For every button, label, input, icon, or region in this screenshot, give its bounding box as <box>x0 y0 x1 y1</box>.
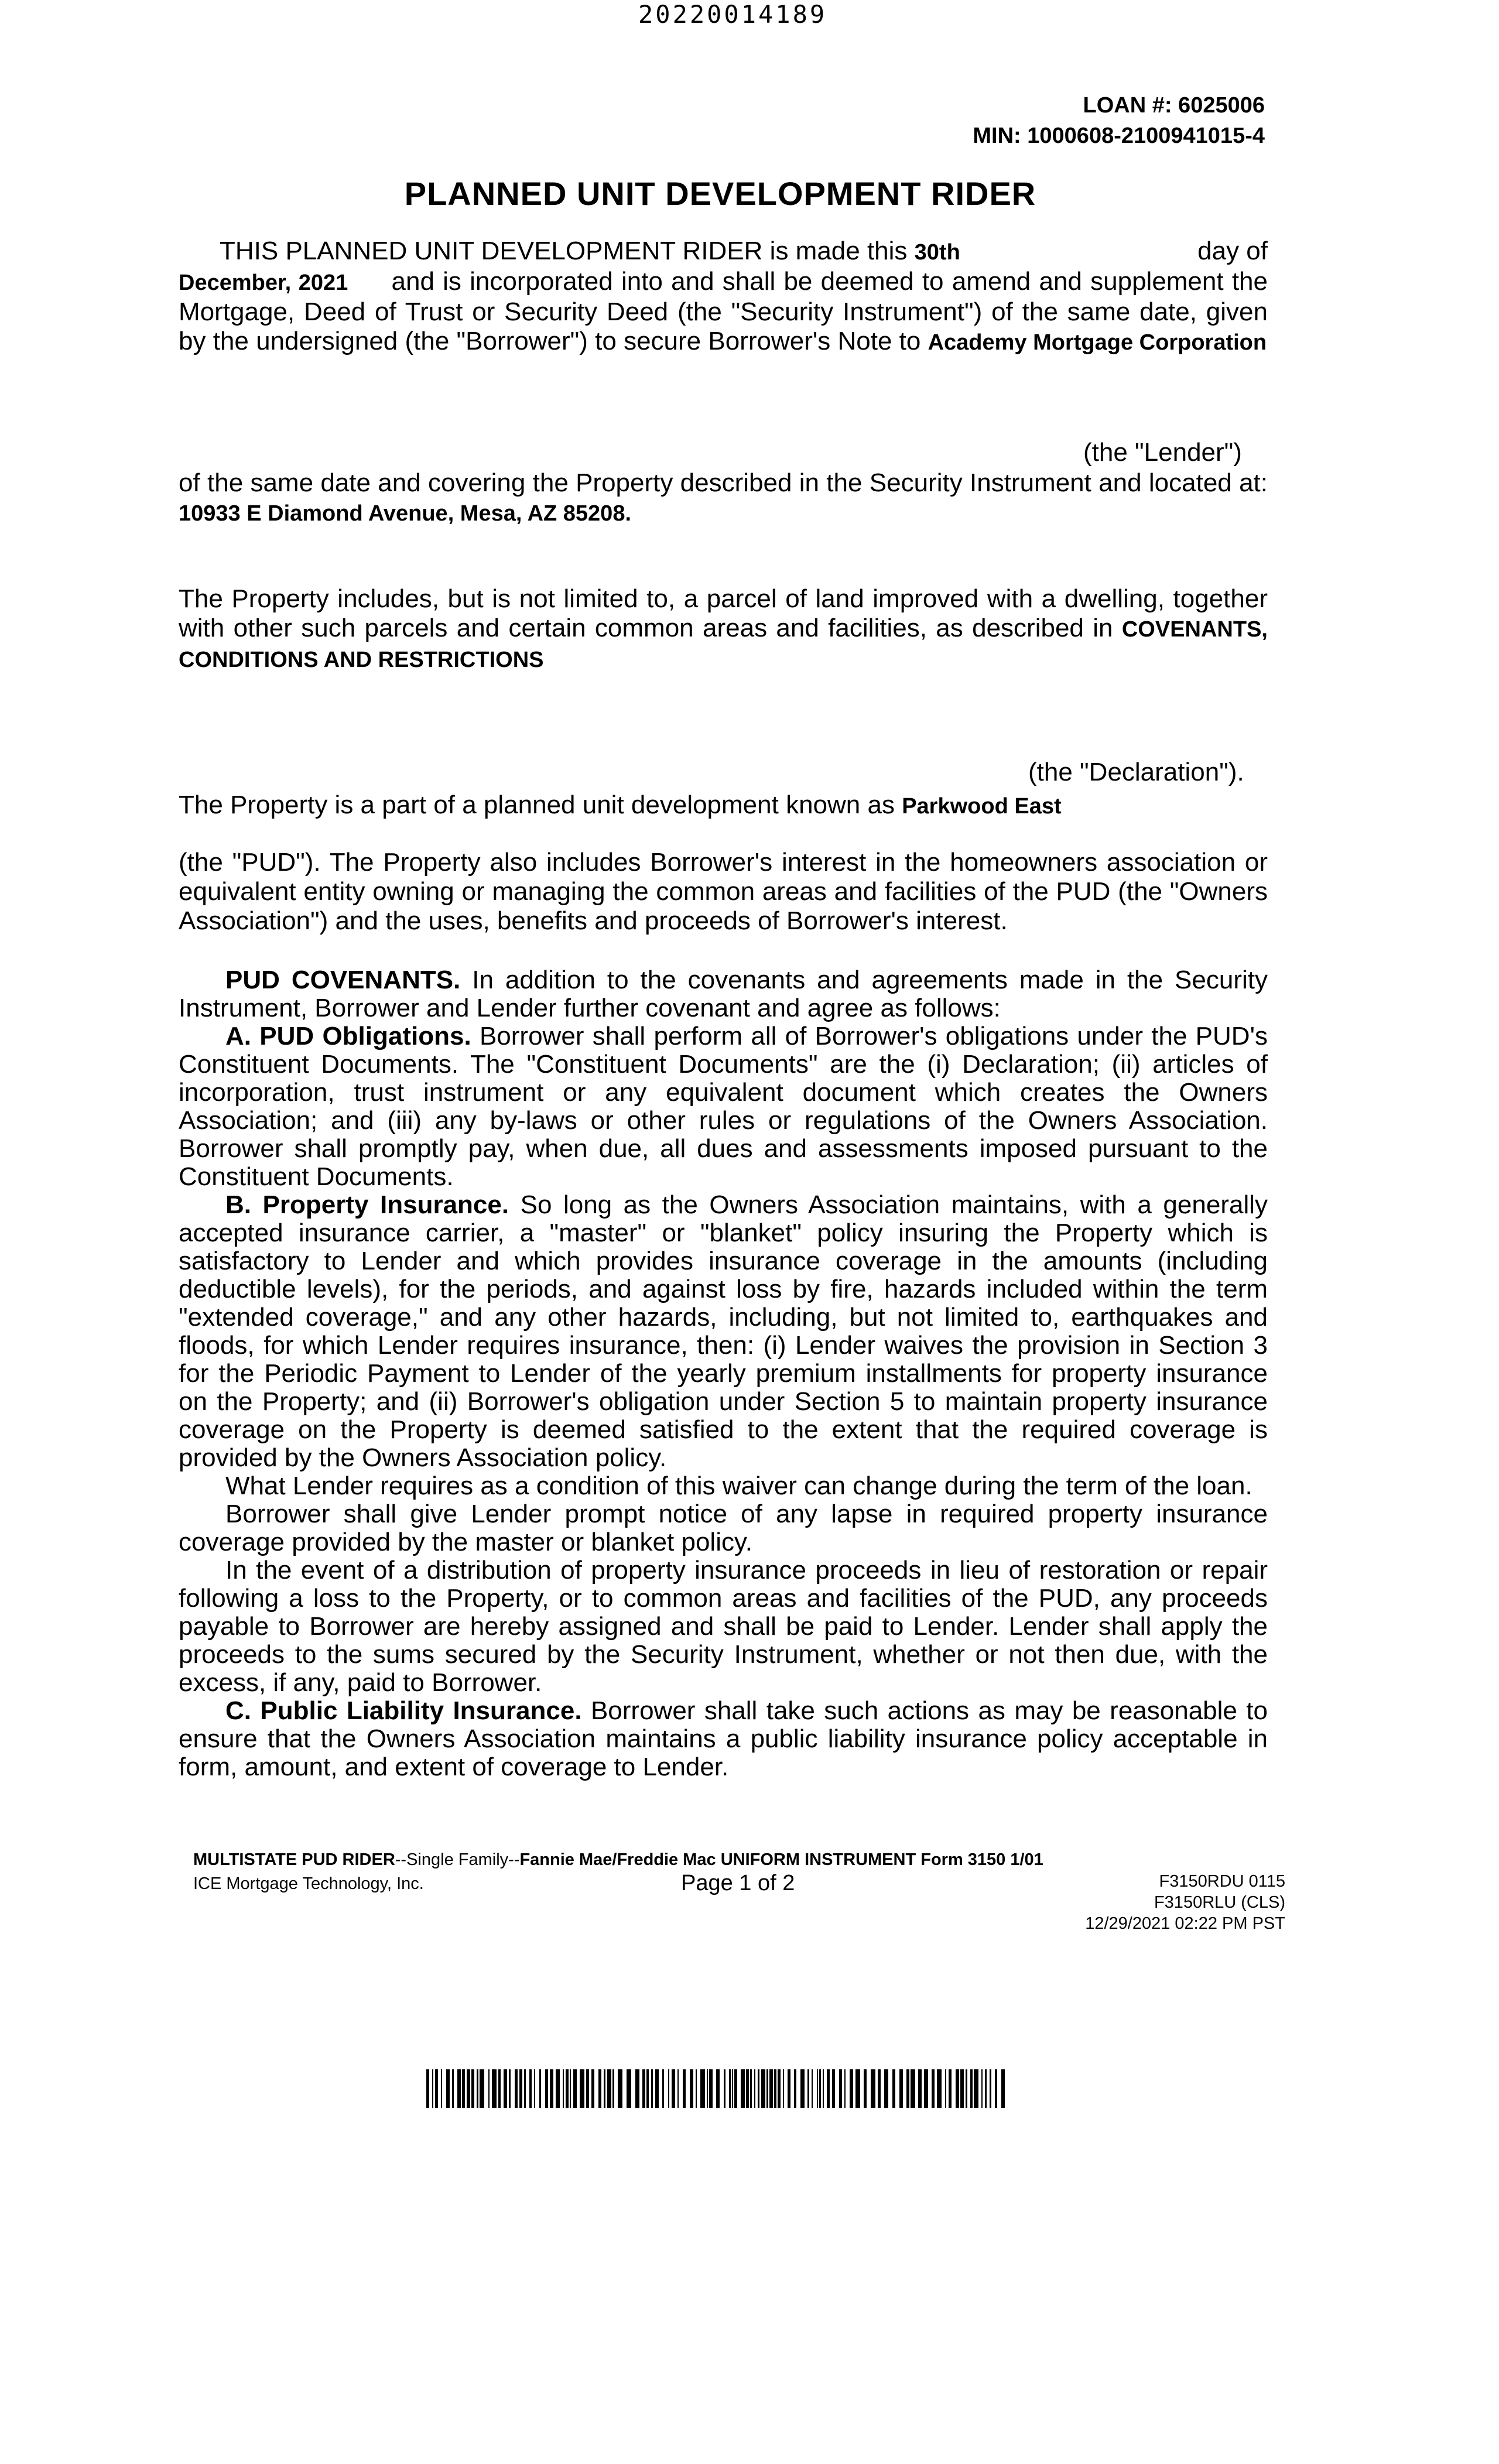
barcode-bar <box>509 2069 511 2108</box>
barcode-bar <box>769 2069 773 2108</box>
location-paragraph: of the same date and covering the Property described in the Security Instrument and located at: 10933 E Diamond Avenue, Mesa, AZ 85208. <box>179 468 1268 526</box>
barcode-bar <box>819 2069 821 2108</box>
barcode-bar <box>604 2069 605 2108</box>
barcode-bar <box>734 2069 737 2108</box>
barcode-bar <box>774 2069 776 2108</box>
barcode-bar <box>878 2069 881 2108</box>
barcode-bar <box>966 2069 967 2108</box>
barcode-bar <box>677 2069 679 2108</box>
print-timestamp: 12/29/2021 02:22 PM PST <box>1085 1914 1285 1933</box>
barcode-bar <box>529 2069 532 2108</box>
barcode-bar <box>586 2069 589 2108</box>
barcode-bar <box>471 2069 474 2108</box>
barcode-bar <box>758 2069 759 2108</box>
barcode-bar <box>556 2069 560 2108</box>
covenant-a: A. PUD Obligations. Borrower shall perform all of Borrower's obligations under the PUD's Constituent Documents. The "Constituent Documents" are the (i) Declaration; (ii) articles of incorporation, trust instrument or any equivalent document which creates the Owners Association; and (iii) any by-laws or other rules or regulations of the Owners Association. Borrower shall promptly pay, when due, all dues and assessments imposed pursuant to the Constituent Documents. <box>179 1022 1268 1191</box>
barcode-bar <box>627 2069 631 2108</box>
barcode-bar <box>839 2069 842 2108</box>
barcode-bar <box>524 2069 526 2108</box>
barcode-bar <box>700 2069 705 2108</box>
barcode-bar <box>892 2069 895 2108</box>
barcode-bar <box>741 2069 745 2108</box>
page-title: PLANNED UNIT DEVELOPMENT RIDER <box>404 175 1036 212</box>
barcode-bar <box>492 2069 497 2108</box>
covenants-section: PUD COVENANTS. In addition to the covenants and agreements made in the Security Instrument, Borrower and Lender further covenant and agree as follows: A. PUD Obligations. Borrower shall perform all of Borrower's obligations under the PUD's Constituent Documents. The "Constituent Documents" are the (i) Declaration; (ii) articles of incorporation, trust instrument or any equivalent document which creates the Owners Association; and (iii) any by-laws or other rules or regulations of the Owners Association. Borrower shall promptly pay, when due, all dues and assessments imposed pursuant to the Constituent Documents. B. Property Insurance. So long as the Owners Association maintains, with a generally accepted insurance carrier, a "master" or "blanket" policy insuring the Property which is satisfactory to Lender and which provides insurance coverage in the amounts (including deductible levels), for the periods, and against loss by fire, hazards included within the term "extended coverage," and any other hazards, including, but not limited to, earthquakes and floods, for which Lender requires insurance, then: (i) Lender waives the provision in Section 3 for the Periodic Payment to Lender of the yearly premium installments for property insurance on the Property; and (ii) Borrower's obligation under Section 5 to maintain property insurance coverage on the Property is deemed satisfied to the extent that the required coverage is provided by the Owners Association policy. What Lender requires as a condition of this waiver can change during the term of the loan. Borrower shall give Lender prompt notice of any lapse in required property insurance coverage provided by the master or blanket policy. In the event of a distribution of property insurance proceeds in lieu of restoration or repair following a loss to the Property, or to common areas and facilities of the PUD, any proceeds payable to Borrower are hereby assigned and shall be paid to Lender. Lender shall apply the proceeds to the sums secured by the Security Instrument, whether or not then due, with the excess, if any, paid to Borrower. C. Public Liability Insurance. Borrower shall take such actions as may be reasonable to ensure that the Owners Association maintains a public liability insurance policy acceptable in form, amount, and extent of coverage to Lender. <box>179 966 1268 1781</box>
barcode-bar <box>918 2069 922 2108</box>
barcode-bar <box>462 2069 465 2108</box>
pud-name: Parkwood East <box>902 794 1062 819</box>
barcode-bar <box>477 2069 478 2108</box>
barcode-bar <box>709 2069 713 2108</box>
barcode-bar <box>746 2069 749 2108</box>
barcode-bar <box>480 2069 484 2108</box>
barcode-bar <box>766 2069 768 2108</box>
barcode-bar <box>827 2069 830 2108</box>
barcode-bar <box>823 2069 824 2108</box>
barcode-bar <box>534 2069 535 2108</box>
barcode-bar <box>467 2069 470 2108</box>
barcode-bar <box>683 2069 686 2108</box>
barcode-bar <box>729 2069 731 2108</box>
barcode-bar <box>1001 2069 1005 2108</box>
barcode-bar <box>642 2069 645 2108</box>
date-field: December, 2021 <box>179 271 348 295</box>
barcode-bar <box>906 2069 909 2108</box>
barcode-bar <box>457 2069 461 2108</box>
barcode-bar <box>970 2069 973 2108</box>
barcode-bar <box>812 2069 813 2108</box>
barcode-bar <box>446 2069 450 2108</box>
pud-name-line: The Property is a part of a planned unit development known as Parkwood East <box>179 790 1062 819</box>
barcode-bar <box>618 2069 622 2108</box>
barcode-bar <box>754 2069 755 2108</box>
barcode-bar <box>732 2069 733 2108</box>
form-identifier: MULTISTATE PUD RIDER--Single Family--Fannie Mae/Freddie Mac UNIFORM INSTRUMENT Form 3150 1/01 <box>193 1850 1043 1869</box>
barcode-bar <box>580 2069 584 2108</box>
barcode-bar <box>690 2069 693 2108</box>
min-number: MIN: 1000608-2100941015-4 <box>973 124 1265 148</box>
vendor-name: ICE Mortgage Technology, Inc. <box>193 1874 424 1893</box>
barcode-bar <box>504 2069 507 2108</box>
barcode-bar <box>563 2069 564 2108</box>
barcode-bar <box>855 2069 860 2108</box>
barcode-bar <box>598 2069 601 2108</box>
barcode-bar <box>612 2069 614 2108</box>
document-number: 20220014189 <box>638 0 827 29</box>
barcode-image <box>426 2069 1012 2108</box>
property-address: 10933 E Diamond Avenue, Mesa, AZ 85208. <box>179 501 632 526</box>
barcode-bar <box>591 2069 594 2108</box>
pud-definition-paragraph: (the "PUD"). The Property also includes Borrower's interest in the homeowners association or equivalent entity owning or managing the common areas and facilities of the PUD (the "Owners Association") and the uses, benefits and proceeds of Borrower's interest. <box>179 848 1268 935</box>
barcode-bar <box>696 2069 697 2108</box>
barcode-bar <box>985 2069 987 2108</box>
barcode-bar <box>911 2069 915 2108</box>
lender-label: (the "Lender") <box>1083 438 1242 467</box>
barcode-bar <box>794 2069 796 2108</box>
loan-number: LOAN #: 6025006 <box>1083 93 1265 118</box>
barcode-bar <box>850 2069 853 2108</box>
covenants-heading: PUD COVENANTS. <box>225 966 461 994</box>
barcode-bar <box>800 2069 805 2108</box>
barcode-bar <box>707 2069 708 2108</box>
barcode-bar <box>981 2069 983 2108</box>
barcode-bar <box>990 2069 991 2108</box>
barcode-bar <box>426 2069 429 2108</box>
barcode-bar <box>545 2069 548 2108</box>
barcode-bar <box>441 2069 442 2108</box>
barcode-bar <box>761 2069 765 2108</box>
barcode-bar <box>716 2069 720 2108</box>
barcode-bar <box>949 2069 952 2108</box>
barcode-bar <box>655 2069 659 2108</box>
barcode-bar <box>435 2069 438 2108</box>
declaration-title: COVENANTS, CONDITIONS AND RESTRICTIONS <box>179 617 1268 672</box>
barcode-bar <box>937 2069 942 2108</box>
barcode-bar <box>884 2069 888 2108</box>
barcode-bar <box>607 2069 611 2108</box>
barcode-bar <box>646 2069 649 2108</box>
property-paragraph: The Property includes, but is not limited to, a parcel of land improved with a dwelling, together with other such parcels and certain common areas and facilities, as described in COVENANTS, CONDITIONS AND RESTRICTIONS <box>179 584 1268 672</box>
barcode-bar <box>844 2069 846 2108</box>
barcode-bar <box>515 2069 518 2108</box>
barcode-bar <box>974 2069 978 2108</box>
barcode-bar <box>750 2069 752 2108</box>
barcode-bar <box>488 2069 490 2108</box>
barcode-bar <box>566 2069 569 2108</box>
loan-identifiers <box>973 90 1265 151</box>
barcode-bar <box>924 2069 928 2108</box>
barcode-bar <box>635 2069 639 2108</box>
barcode-bar <box>788 2069 790 2108</box>
barcode-bar <box>956 2069 959 2108</box>
barcode-bar <box>550 2069 553 2108</box>
barcode-bar <box>932 2069 935 2108</box>
covenant-c: C. Public Liability Insurance. Borrower shall take such actions as may be reasonable to ensure that the Owners Association maintains a public liability insurance policy acceptable in form, amount, and extent of coverage to Lender. <box>179 1696 1268 1781</box>
barcode-bar <box>432 2069 433 2108</box>
intro-paragraph: THIS PLANNED UNIT DEVELOPMENT RIDER is made this 30th day of December, 2021 and is incorporated into and shall be deemed to amend and supplement the Mortgage, Deed of Trust or Security Deed (the "Security Instrument") of the same date, given by the undersigned (the "Borrower") to secure Borrower's Note to Academy Mortgage Corporation <box>179 237 1268 355</box>
covenant-b: B. Property Insurance. So long as the Owners Association maintains, with a generally accepted insurance carrier, a "master" or "blanket" policy insuring the Property which is satisfactory to Lender and which provides insurance coverage in the amounts (including deductible levels), for the periods, and against loss by fire, hazards included within the term "extended coverage," and any other hazards, including, but not limited to, earthquakes and floods, for which Lender requires insurance, then: (i) Lender waives the provision in Section 3 for the Periodic Payment to Lender of the yearly premium installments for property insurance on the Property; and (ii) Borrower's obligation under Section 5 to maintain property insurance coverage on the Property is deemed satisfied to the extent that the required coverage is provided by the Owners Association policy. <box>179 1190 1268 1472</box>
barcode-bar <box>864 2069 867 2108</box>
page-number: Page 1 of 2 <box>681 1871 795 1895</box>
barcode-bar <box>662 2069 664 2108</box>
barcode-bar <box>832 2069 835 2108</box>
barcode-bar <box>995 2069 997 2108</box>
barcode-bar <box>672 2069 675 2108</box>
form-codes: F3150RDU 0115 F3150RLU (CLS) 12/29/2021 02:22 PM PST <box>1085 1872 1285 1933</box>
lender-name: Academy Mortgage Corporation <box>928 330 1267 355</box>
barcode-bar <box>960 2069 964 2108</box>
barcode-bar <box>807 2069 809 2108</box>
barcode-bar <box>778 2069 781 2108</box>
barcode-bar <box>945 2069 946 2108</box>
barcode-bar <box>519 2069 522 2108</box>
day-field: 30th <box>914 240 960 265</box>
barcode-bar <box>498 2069 501 2108</box>
barcode-bar <box>871 2069 875 2108</box>
barcode-bar <box>539 2069 541 2108</box>
barcode-bar <box>651 2069 653 2108</box>
barcode-bar <box>783 2069 784 2108</box>
barcode-bar <box>817 2069 818 2108</box>
barcode-bar <box>452 2069 454 2108</box>
barcode-bar <box>724 2069 725 2108</box>
barcode-bar <box>668 2069 669 2108</box>
barcode-bar <box>899 2069 903 2108</box>
barcode-bar <box>573 2069 577 2108</box>
barcode-bar <box>570 2069 571 2108</box>
declaration-label: (the "Declaration"). <box>1028 758 1244 786</box>
